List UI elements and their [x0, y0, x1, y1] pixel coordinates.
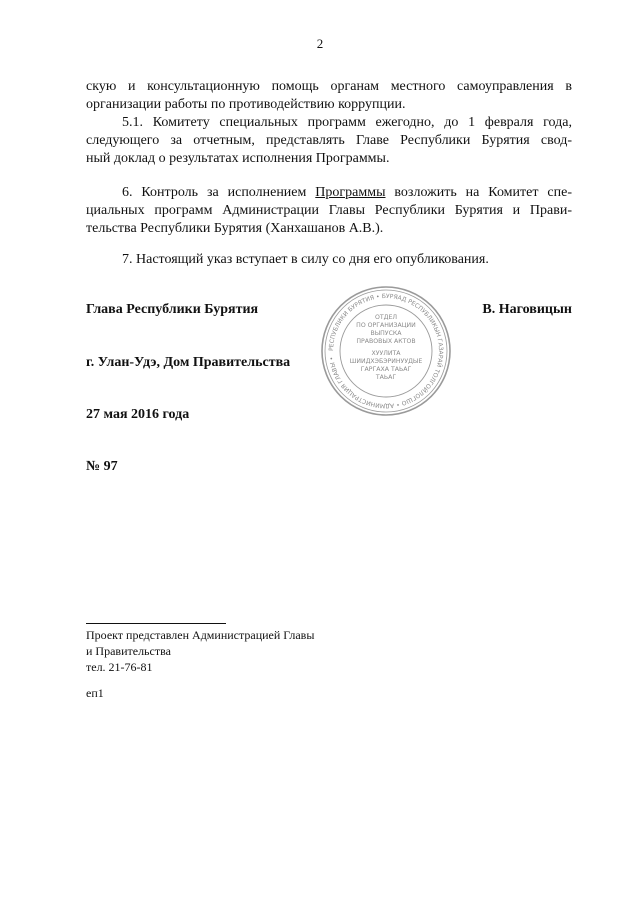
footnote-line: тел. 21-76-81 [86, 660, 153, 674]
stamp-line: ТАЬАГ [375, 374, 397, 381]
text-line: скую и консультационную помощь органам местного самоуправления в [86, 79, 572, 94]
official-stamp [320, 285, 452, 417]
paragraph-7 [86, 251, 572, 269]
signature-name: В. Наговицын [482, 302, 572, 317]
document-code: еп1 [86, 686, 104, 700]
text-line: следующего за отчетным, представлять Главе Республики Бурятия свод- [86, 133, 572, 148]
text-line: ный доклад о результатах исполнения Программы. [86, 151, 390, 166]
stamp-line: ОТДЕЛ [374, 314, 398, 321]
stamp-line: ПРАВОВЫХ АКТОВ [356, 338, 416, 345]
footnote [86, 627, 314, 675]
text-line: 5.1. Комитету специальных программ ежегодно, до 1 февраля года, [122, 115, 572, 130]
signature-number: № 97 [86, 459, 118, 474]
paragraph-continuation [86, 78, 572, 114]
stamp-line: ХУУЛИТА [371, 350, 401, 357]
text-line: 7. Настоящий указ вступает в силу со дня его опубликования. [122, 252, 489, 267]
text-line: 6. Контроль за исполнением Программы возложить на Комитет спе- [122, 185, 572, 200]
stamp-line: ГАРГАХА ТАЬАГ [360, 366, 412, 373]
programma-link[interactable]: Программы [315, 185, 386, 200]
stamp-line: ПО ОРГАНИЗАЦИИ [356, 322, 416, 329]
text-line: организации работы по противодействию коррупции. [86, 97, 406, 112]
footnote-line: Проект представлен Администрацией Главы [86, 628, 315, 642]
signature-date: 27 мая 2016 года [86, 407, 190, 422]
text-line: тельства Республики Бурятия (Ханхашанов А.В.). [86, 221, 384, 236]
signature-place: г. Улан-Удэ, Дом Правительства [86, 355, 291, 370]
page-number: 2 [316, 36, 324, 51]
stamp-ring-text: РЕСПУБЛИКИ БУРЯТИЯ • БУРЯАД РЕСПУБЛИКЫН ГАЗАРАЙ ТОЛГОЙЛОГШО • АДМИНИСТРАЦИЯ ГЛАВЫ • [327, 292, 445, 410]
stamp-line: ШИИДХЭБЭРИНУУДЫЕ [349, 358, 423, 365]
paragraph-6 [86, 184, 572, 238]
signature-position: Глава Республики Бурятия [86, 302, 259, 317]
footnote-line: и Правительства [86, 644, 171, 658]
stamp-line: ВЫПУСКА [370, 330, 402, 337]
paragraph-5-1 [86, 114, 572, 168]
text-line: циальных программ Администрации Главы Республики Бурятия и Прави- [86, 203, 572, 218]
footnote-divider [86, 623, 226, 624]
